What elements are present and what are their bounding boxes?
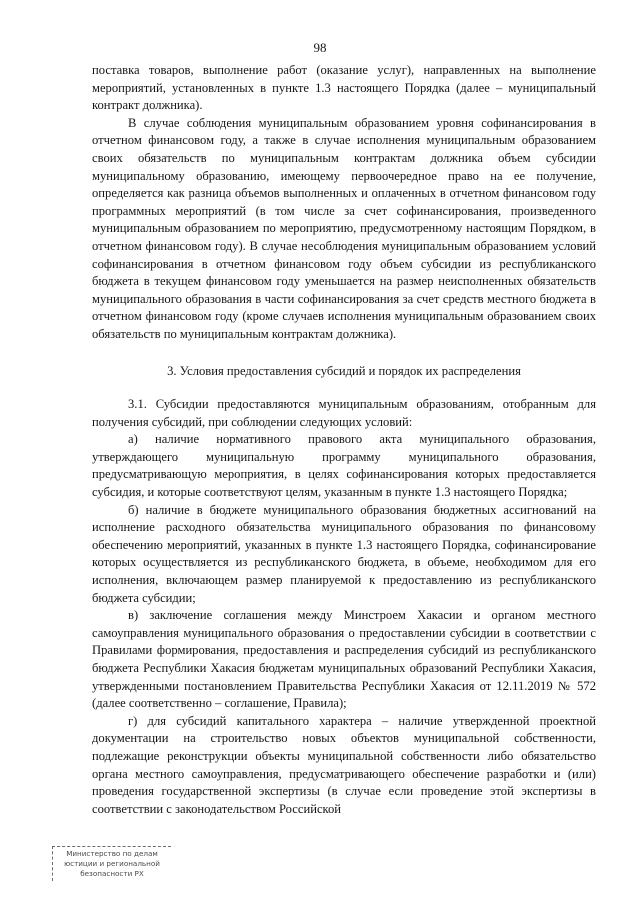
- stamp-line: юстиции и региональной: [64, 859, 160, 868]
- paragraph-cofinancing: В случае соблюдения муниципальным образованием уровня софинансирования в отчетном финансовом году, а также в случае исполнения муниципальным образованием своих обязательств по муниципальным контрактам должника объем субсидии муниципальному образованию, имеющему первоочередное право на ее получение, определяется как разница объемов выполненных и оплаченных в отчетном финансовом году программных мероприятий (в том числе за счет софинансирования, произведенного муниципальным образованием по мероприятию, предусмотренному настоящим Порядком, в отчетном финансовом году). В случае несоблюдения муниципальным образованием условий софинансирования в отчетном финансовом году объем субсидии из республиканского бюджета в текущем финансовом году уменьшается на размер неисполненных обязательств муниципального образования в части софинансирования за счет средств местного бюджета в отчетном финансовом году (кроме случаев исполнения муниципальным образованием своих обязательств по муниципальным контрактам должника).: [92, 115, 596, 341]
- document-body: [92, 62, 596, 818]
- paragraph-condition-a: а) наличие нормативного правового акта муниципального образования, утверждающего муниципальную программу муниципального образования, предусматривающую мероприятия, в целях софинансирования которых предоставляется субсидия, и которые соответствуют целям, указанным в пункте 1.3 настоящего Порядка;: [92, 432, 596, 500]
- section-heading: 3. Условия предоставления субсидий и порядок их распределения: [167, 363, 521, 378]
- stamp-line: Министерство по делам: [66, 849, 158, 858]
- paragraph-contract-definition: поставка товаров, выполнение работ (оказание услуг), направленных на выполнение мероприятий, установленных в пункте 1.3 настоящего Порядка (далее – муниципальный контракт должника).: [92, 63, 596, 113]
- registration-stamp: [52, 846, 171, 881]
- page-number: 98: [313, 40, 327, 55]
- paragraph-condition-v: в) заключение соглашения между Минстроем Хакасии и органом местного самоуправления муниципального образования о предоставлении субсидии в соответствии с Правилами формирования, предоставления и распределения субсидий из республиканского бюджета Республики Хакасия бюджетам муниципальных образований Республики Хакасия, утвержденными постановлением Правительства Республики Хакасия от 12.11.2019 № 572 (далее соответственно – соглашение, Правила);: [92, 608, 596, 711]
- paragraph-condition-g: г) для субсидий капитального характера – наличие утвержденной проектной документации на строительство новых объектов муниципальной собственности, подлежащие реконструкции объекты муниципальной собственности либо обязательство органа местного самоуправления, предусматривающего обеспечение разработки и (или) проведения государственной экспертизы (в случае если проведение этой экспертизы в соответствии с законодательством Российской: [92, 713, 596, 816]
- paragraph-condition-b: б) наличие в бюджете муниципального образования бюджетных ассигнований на исполнение расходного обязательства муниципального образования по финансовому обеспечению мероприятий, указанных в пункте 1.3 настоящего Порядка, софинансирование которых осуществляется из республиканского бюджета, в объеме, необходимом для его исполнения, включающем размер планируемой к предоставлению из республиканского бюджета субсидии;: [92, 502, 596, 605]
- paragraph-clause-3-1: 3.1. Субсидии предоставляются муниципальным образованиям, отобранным для получения субсидий, при соблюдении следующих условий:: [92, 397, 596, 429]
- stamp-line: безопасности РХ: [80, 869, 144, 878]
